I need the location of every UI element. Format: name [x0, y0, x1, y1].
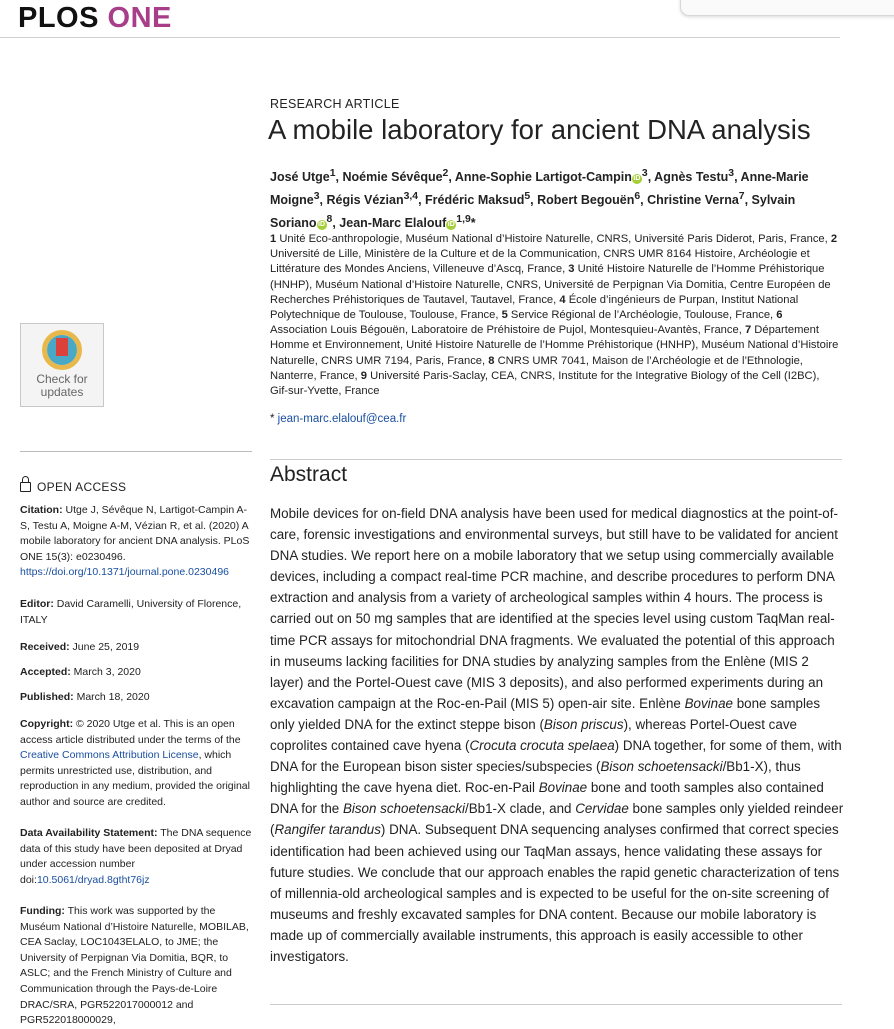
- abstract-divider: [270, 459, 842, 460]
- article-title: A mobile laboratory for ancient DNA analysis: [268, 114, 811, 145]
- abstract-text: Mobile devices for on-field DNA analysis have been used for medical diagnostics at the point-of-care, forensic investigations and environmental surveys, but still have to be validated for ancient DNA studies. We report here on a mobile laboratory that we setup using commercially available devices, including a compact real-time PCR machine, and describe procedures to perform DNA extraction and analysis from a variety of archeological samples within 4 hours. The process is carried out on 50 mg samples that are identified at the species level using custom TaqMan real-time PCR assays for mitochondrial DNA fragments. We evaluated the potential of this approach in museums lacking facilities for DNA studies by analyzing samples from the Enlène (MIS 2 layer) and the Portel-Ouest cave (MIS 3 deposits), and also performed experiments during an excavation campaign at the Roc-en-Pail (MIS 5) open-air site. Enlène Bovinae bone samples only yielded DNA for the extinct steppe bison (Bison priscus), whereas Portel-Ouest cave coprolites contained cave hyena (Crocuta crocuta spelaea) DNA together, for some of them, with DNA for the European bison sister species/subspecies (Bison schoetensacki/Bb1-X), thus highlighting the cave hyena diet. Roc-en-Pail Bovinae bone and tooth samples also contained DNA for the Bison schoetensacki/Bb1-X clade, and Cervidae bone samples only yielded reindeer (Rangifer tarandus) DNA. Subsequent DNA sequencing analyses confirmed that correct species identification had been achieved using our TaqMan assays, hence validating these assays for future studies. We conclude that our approach enables the rapid genetic characterization of tens of millennia-old archeological samples and is expected to be useful for the on-site screening of museums and freshly excavated samples for DNA content. Because our mobile laboratory is made up of commercially available instruments, this approach is easily accessible to other investigators.: [270, 506, 844, 964]
- check-updates-text: Check for updates: [36, 372, 88, 399]
- inline-link[interactable]: https://doi.org/10.1371/journal.pone.0230496: [20, 566, 230, 579]
- email-link[interactable]: jean-marc.elalouf@cea.fr: [277, 413, 407, 425]
- footer-divider: [270, 1004, 842, 1005]
- open-lock-icon: [20, 482, 31, 492]
- accepted-date: Accepted: March 3, 2020: [20, 666, 141, 678]
- journal-logo: PLOS ONE: [18, 2, 172, 34]
- sidebar-divider: [20, 451, 252, 452]
- citation-block: Citation: Utge J, Sévêque N, Lartigot-Campin A-S, Testu A, Moigne A-M, Vézian R, et al. (2020) A mobile laboratory for ancient DNA analysis. PLoS ONE 15(3): e0230496. https://doi.org/10.1371/journal.pone.0230496: [20, 504, 250, 579]
- editor-block: Editor: David Caramelli, University of Florence, ITALY: [20, 598, 242, 626]
- received-date: Received: June 25, 2019: [20, 641, 140, 653]
- open-access-label: OPEN ACCESS: [20, 480, 126, 494]
- data-availability-block: Data Availability Statement: The DNA sequence data of this study have been deposited at Dryad under accession number doi:10.5061/dryad.8gtht76jz: [20, 827, 252, 886]
- overlay-popup[interactable]: [680, 0, 894, 16]
- article-type: RESEARCH ARTICLE: [270, 97, 400, 111]
- inline-link[interactable]: Creative Commons Attribution License: [20, 749, 199, 762]
- header-divider: [0, 37, 840, 38]
- abstract-heading: Abstract: [270, 463, 348, 486]
- published-date: Published: March 18, 2020: [20, 691, 150, 703]
- author-list: José Utge$^1$, Noémie Sévêque$^2$, Anne-Sophie Lartigot-Campin iD $^3$, Agnès Testu$^3$, Anne-Marie Moigne$^3$, Régis Vézian$^{3,4}$, Frédéric Maksud$^5$, Robert Begouën$^6$, Christine Verna$^7$, Sylvain Soriano iD $^8$, Jean-Marc Elalouf iD $^{1,9}$*: [270, 168, 809, 231]
- crossmark-flag: [56, 338, 68, 356]
- affiliations: 1 Unité Eco-anthropologie, Muséum National d’Histoire Naturelle, CNRS, Université Paris Diderot, Paris, France, 2 Université de Lille, Ministère de la Culture et de la Communication, CNRS UMR 8164 Histoire, Archéologie et Littérature des Mondes Anciens, Villeneuve d’Ascq, France, 3 Unité Histoire Naturelle de l’Homme Préhistorique (HNHP), Muséum National d’Histoire Naturelle, CNRS, Université de Perpignan Via Domitia, Centre Européen de Recherches Préhistoriques de Tautavel, Tautavel, France, 4 École d’ingénieurs de Purpan, Institut National Polytechnique de Toulouse, Toulouse, France, 5 Service Régional de l’Archéologie, Toulouse, France, 6 Association Louis Bégouën, Laboratoire de Préhistoire de Pujol, Montesquieu-Avantès, France, 7 Département Homme et Environnement, Unité Histoire Naturelle de l’Homme Préhistorique (HNHP), Muséum National d’Histoire Naturelle, CNRS UMR 7194, Paris, France, 8 CNRS UMR 7041, Maison de l’Archéologie et de l’Ethnologie, Nanterre, France, 9 Université Paris-Saclay, CEA, CNRS, Institute for the Integrative Biology of the Cell (I2BC), Gif-sur-Yvette, France: [270, 233, 839, 398]
- corresponding-email: * jean-marc.elalouf@cea.fr: [270, 413, 407, 425]
- check-for-updates-badge[interactable]: [20, 323, 104, 407]
- inline-link[interactable]: 10.5061/dryad.8gtht76jz: [36, 873, 150, 886]
- funding-block: Funding: This work was supported by the Muséum National d’Histoire Naturelle, MOBILAB, CEA Saclay, LOC1043ELALO, to JME; the University of Perpignan Via Domitia, BQR, to ASLC; and the French Ministry of Culture and Communication through the Pays-de-Loire DRAC/SRA, PGR522017000012 and PGR522018000029,: [20, 905, 249, 1027]
- copyright-block: Copyright: © 2020 Utge et al. This is an open access article distributed under the terms of the Creative Commons Attribution License, which permits unrestricted use, distribution, and reproduction in any medium, provided the original author and source are credited.: [20, 718, 250, 808]
